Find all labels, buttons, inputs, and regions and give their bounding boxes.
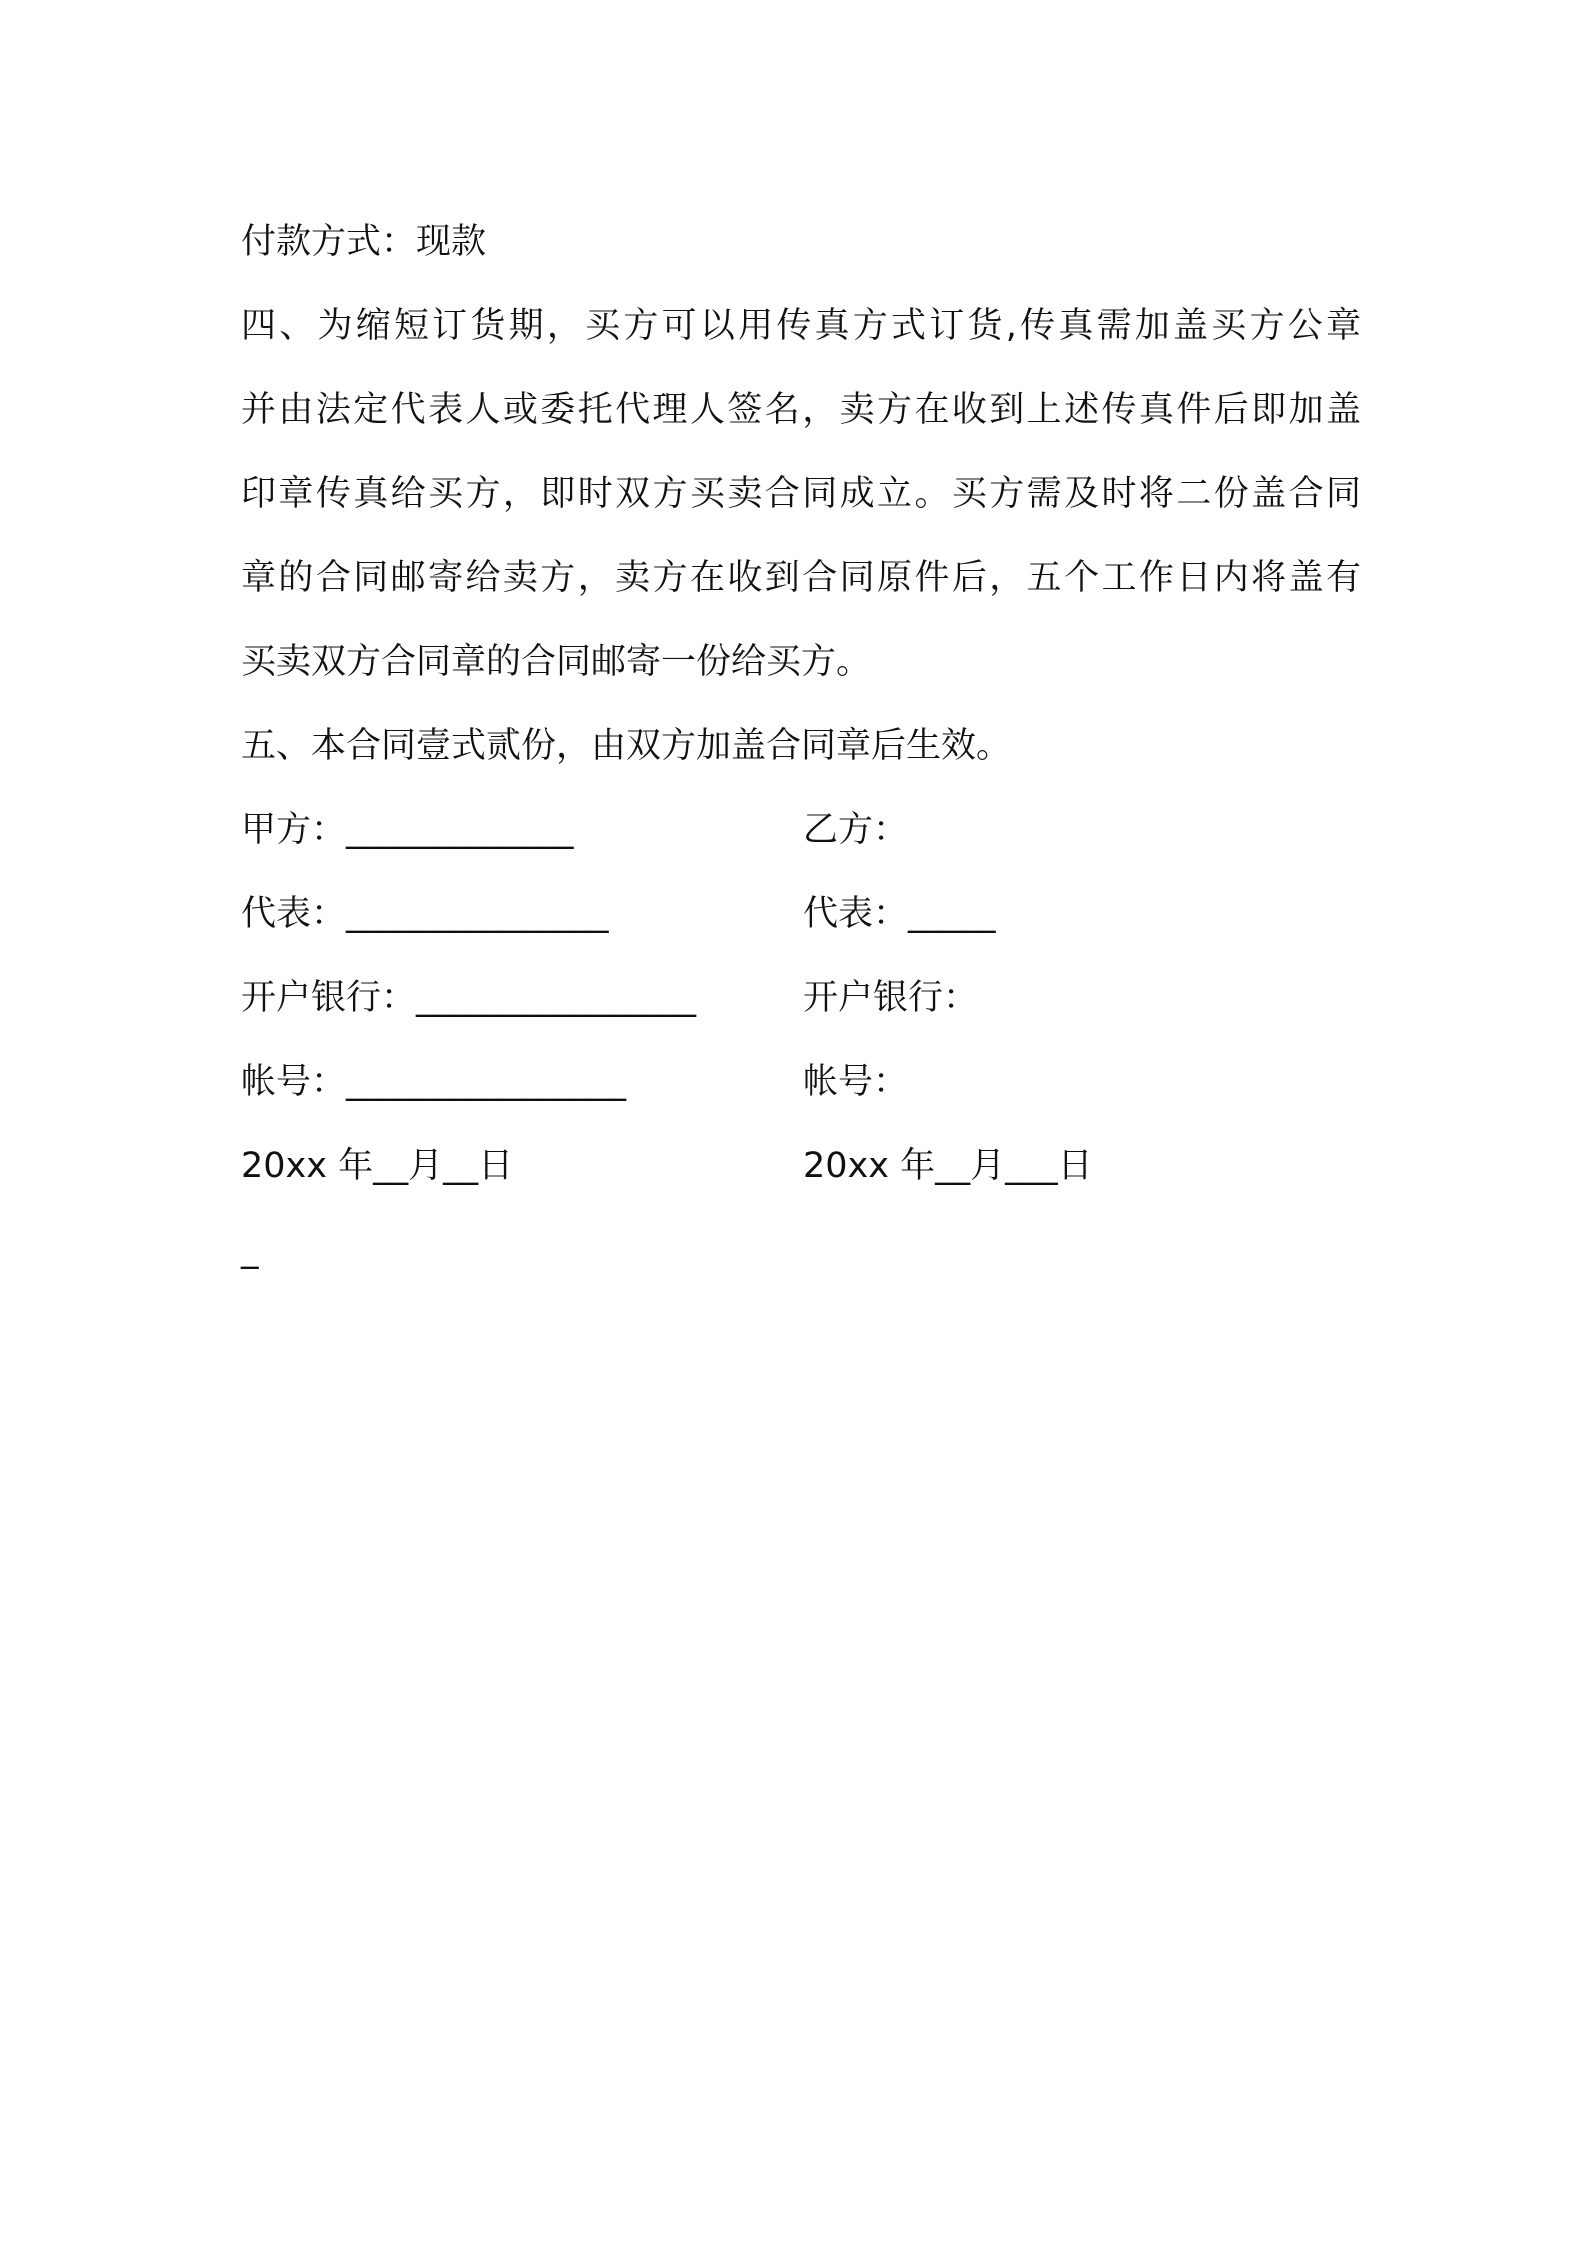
- signature-row-date: [241, 1124, 1361, 1208]
- clause-4-line: 四、为缩短订货期，买方可以用传真方式订货,传真需加盖买方公章: [241, 306, 1361, 346]
- party-b-account-field: 帐号：: [803, 1062, 909, 1102]
- party-a-bank-field: 开户银行：________________: [241, 978, 697, 1018]
- clause-4-line: 章的合同邮寄给卖方，卖方在收到合同原件后，五个工作日内将盖有: [241, 558, 1361, 598]
- party-b-bank-field: 开户银行：: [803, 978, 979, 1018]
- signature-block: [241, 788, 1361, 1208]
- party-a-representative-field: 代表：_______________: [241, 894, 609, 934]
- signature-row-bank: [241, 956, 1361, 1040]
- party-b-representative-field: 代表：_____: [803, 894, 996, 934]
- party-a-account-field: 帐号：________________: [241, 1062, 627, 1102]
- party-b-date-field: 20xx 年__月___日: [803, 1146, 1093, 1186]
- payment-method-line: 付款方式：现款: [241, 222, 487, 262]
- document-body: [241, 200, 1361, 1292]
- signature-row-account: [241, 1040, 1361, 1124]
- party-b-field: 乙方：: [803, 810, 909, 850]
- signature-row-party: [241, 788, 1361, 872]
- clause-4-line: 印章传真给买方，即时双方买卖合同成立。买方需及时将二份盖合同: [241, 474, 1361, 514]
- clause-4-line: 并由法定代表人或委托代理人签名，卖方在收到上述传真件后即加盖: [241, 390, 1361, 430]
- party-a-field: 甲方：_____________: [241, 810, 574, 850]
- clause-4: [241, 284, 1361, 704]
- party-a-date-field: 20xx 年__月__日: [241, 1146, 514, 1186]
- clause-4-line: 买卖双方合同章的合同邮寄一份给买方。: [241, 642, 872, 682]
- clause-5: 五、本合同壹式贰份，由双方加盖合同章后生效。: [241, 726, 1012, 766]
- signature-row-representative: [241, 872, 1361, 956]
- trailing-underscore: _: [241, 1230, 259, 1270]
